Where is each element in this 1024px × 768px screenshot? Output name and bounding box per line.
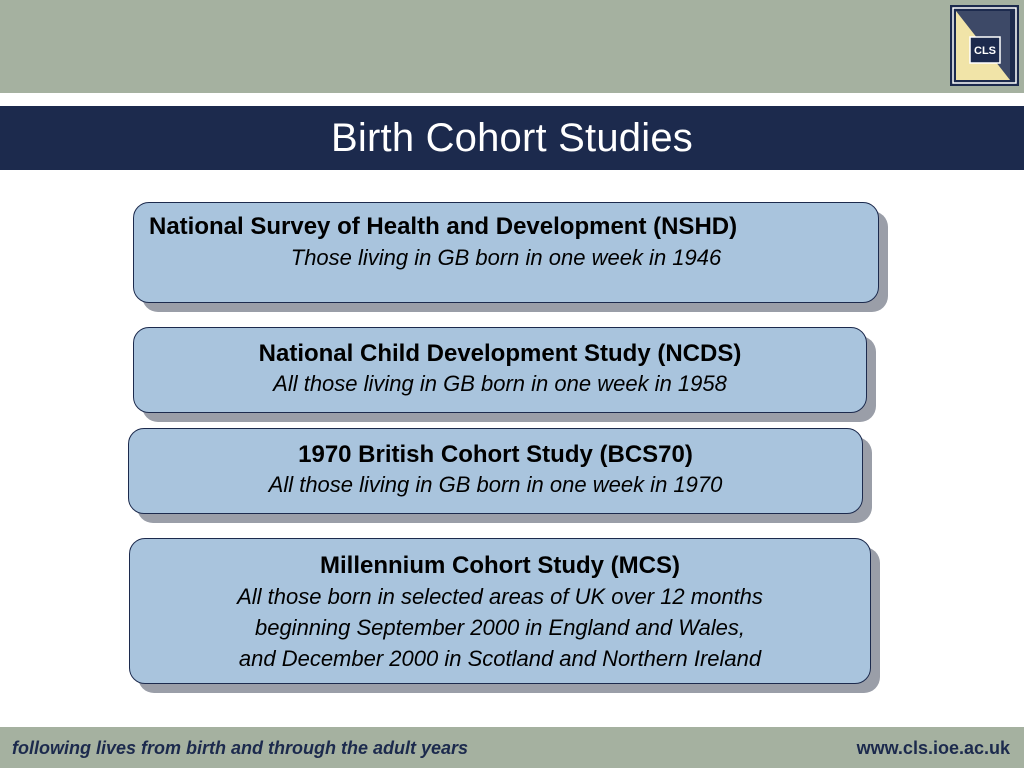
study-heading: 1970 British Cohort Study (BCS70) (298, 441, 693, 468)
study-description-line: and December 2000 in Scotland and Northern Ireland (238, 646, 762, 671)
top-band (0, 0, 1024, 93)
study-heading: National Survey of Health and Development (NSHD) (149, 213, 738, 240)
study-description: All those living in GB born in one week in 1958 (273, 371, 727, 396)
footer-url[interactable]: www.cls.ioe.ac.uk (856, 738, 1010, 758)
study-box-ncds (133, 327, 867, 413)
study-description-line: beginning September 2000 in England and Wales, (254, 615, 746, 640)
study-description: Those living in GB born in one week in 1946 (290, 245, 722, 270)
study-box-nshd (133, 202, 879, 303)
study-description: All those living in GB born in one week in 1970 (268, 472, 723, 497)
study-box-bcs70 (128, 428, 863, 514)
page-title: Birth Cohort Studies (331, 115, 693, 160)
cls-logo (950, 5, 1019, 86)
study-description-line: All those born in selected areas of UK over 12 months (237, 584, 763, 609)
study-heading: Millennium Cohort Study (MCS) (320, 552, 680, 579)
footer-tagline: following lives from birth and through the adult years (12, 738, 469, 758)
logo-text: CLS (974, 45, 996, 57)
title-bar (0, 106, 1024, 170)
footer (0, 727, 1024, 768)
study-box-mcs (129, 538, 871, 684)
study-heading: National Child Development Study (NCDS) (258, 340, 742, 367)
